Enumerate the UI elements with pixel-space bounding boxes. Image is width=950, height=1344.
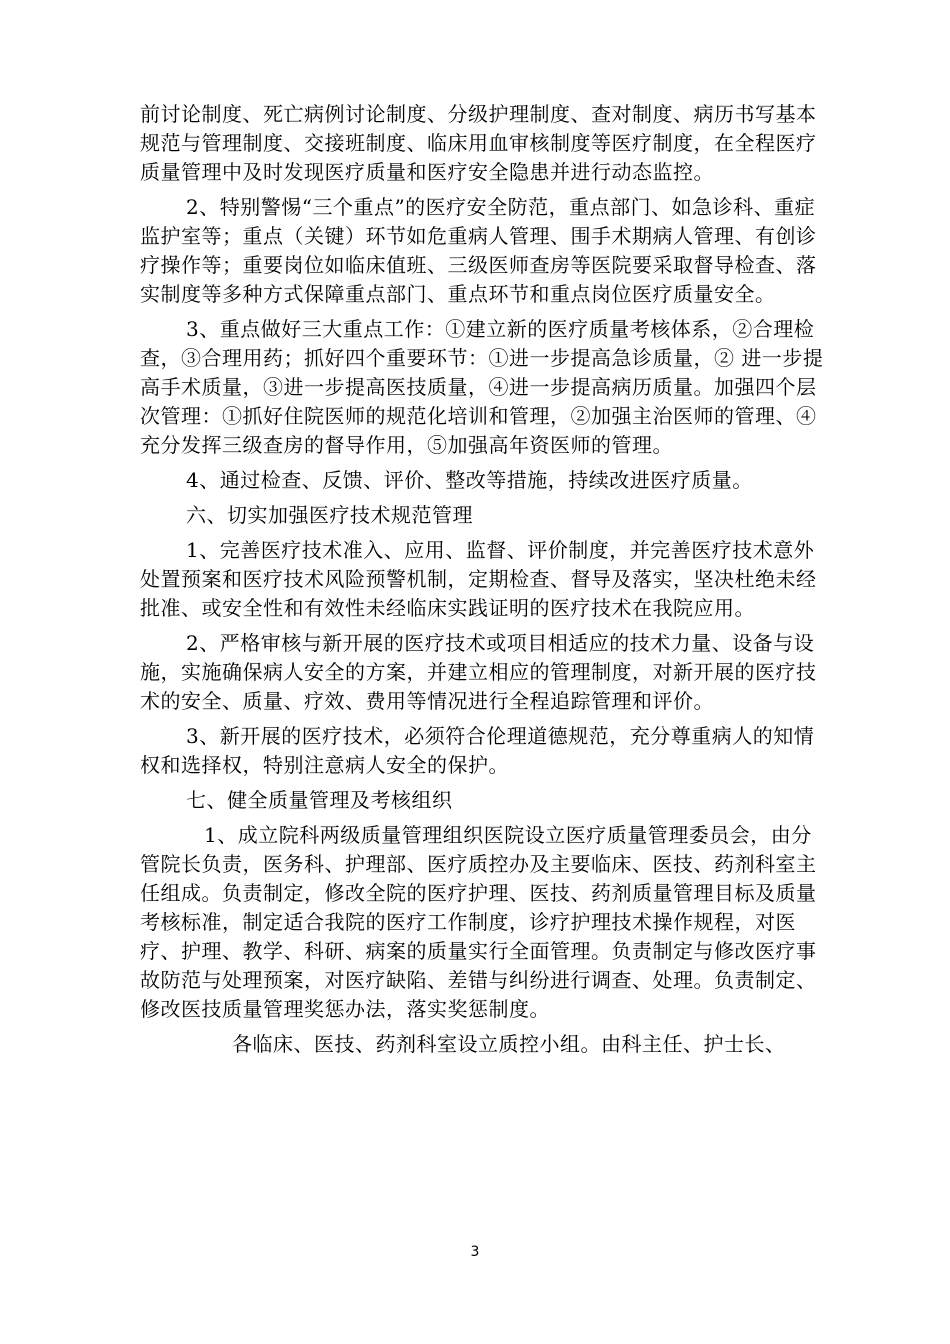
section-heading-7: 七、健全质量管理及考核组织 — [186, 788, 453, 812]
paragraph-continuation: 前讨论制度、死亡病例讨论制度、分级护理制度、查对制度、病历书写基本规范与管理制度、交接班制度、临床用血审核制度等医疗制度，在全程医疗质量管理中及时发现医疗质量和医疗安全隐患并进行动态监控。 — [140, 102, 817, 184]
paragraph-section7-subitem: 各临床、医技、药剂科室设立质控小组。由科主任、护士长、 — [232, 1032, 786, 1056]
paragraph-section6-item-3: 3、新开展的医疗技术，必须符合伦理道德规范，充分尊重病人的知情权和选择权，特别注意病人安全的保护。 — [140, 724, 815, 777]
paragraph-section6-item-1: 1、完善医疗技术准入、应用、监督、评价制度，并完善医疗技术意外处置预案和医疗技术风险预警机制，定期检查、督导及落实，坚决杜绝未经批准、或安全性和有效性未经临床实践证明的医疗技术在我院应用。 — [140, 538, 817, 620]
document-body — [140, 100, 830, 1065]
paragraph-item-2: 2、特别警惕“三个重点”的医疗安全防范，重点部门、如急诊科、重症监护室等；重点（关键）环节如危重病人管理、围手术期病人管理、有创诊疗操作等；重要岗位如临床值班、三级医师查房等医院要采取督导检查、落实制度等多种方式保障重点部门、重点环节和重点岗位医疗质量安全。 — [140, 195, 817, 306]
page-number: 3 — [470, 1244, 480, 1260]
paragraph-item-4: 4、通过检查、反馈、评价、整改等措施，持续改进医疗质量。 — [186, 468, 753, 492]
paragraph-section6-item-2: 2、严格审核与新开展的医疗技术或项目相适应的技术力量、设备与设施，实施确保病人安全的方案，并建立相应的管理制度，对新开展的医疗技术的安全、质量、疗效、费用等情况进行全程追踪管理和评价。 — [140, 631, 817, 713]
paragraph-item-3: 3、重点做好三大重点工作：①建立新的医疗质量考核体系，②合理检查，③合理用药；抓好四个重要环节：①进一步提高急诊质量，② 进一步提高手术质量，③进一步提高医技质量，④进一步提高病历质量。加强四个层次管理：①抓好住院医师的规范化培训和管理，②加强主治医师的管理、④充分发挥三级查房的督导作用，⑤加强高年资医师的管理。 — [140, 317, 824, 457]
paragraph-section7-item-1: 1、成立院科两级质量管理组织医院设立医疗质量管理委员会，由分管院长负责，医务科、护理部、医疗质控办及主要临床、医技、药剂科室主任组成。负责制定，修改全院的医疗护理、医技、药剂质量管理目标及质量考核标准，制定适合我院的医疗工作制度，诊疗护理技术操作规程，对医疗、护理、教学、科研、病案的质量实行全面管理。负责制定与修改医疗事故防范与处理预案，对医疗缺陷、差错与纠纷进行调查、处理。负责制定、修改医技质量管理奖惩办法，落实奖惩制度。 — [140, 823, 817, 1021]
section-heading-6: 六、切实加强医疗技术规范管理 — [186, 503, 473, 527]
